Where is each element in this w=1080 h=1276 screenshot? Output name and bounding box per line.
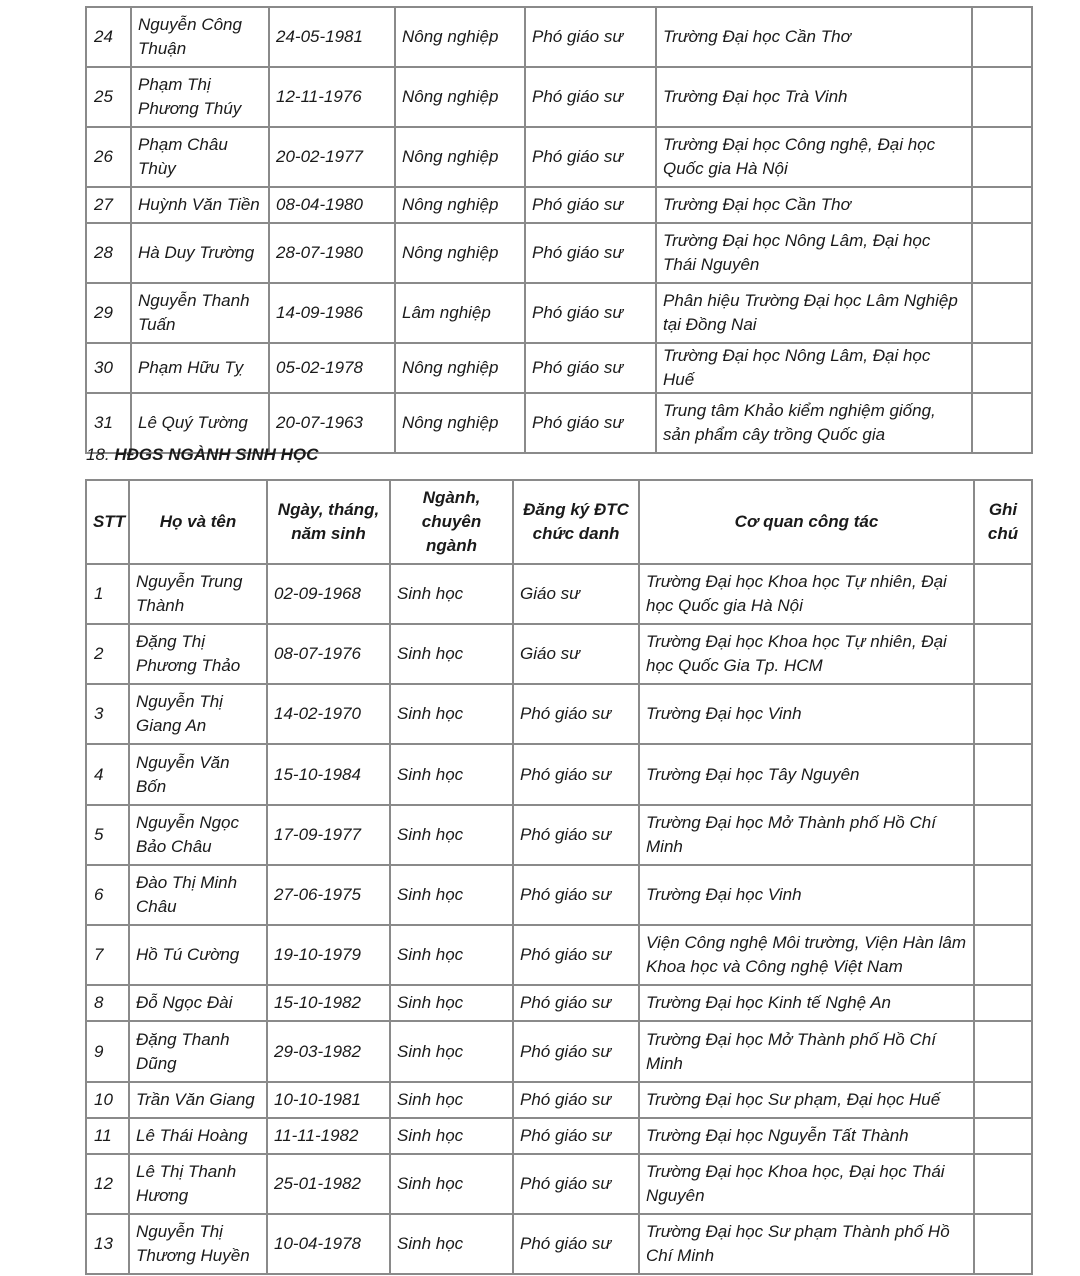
cell-field: Sinh học <box>390 985 513 1021</box>
cell-field: Nông nghiệp <box>395 187 525 223</box>
cell-field: Sinh học <box>390 1214 513 1274</box>
header-title: Đăng ký ĐTC chức danh <box>513 480 639 564</box>
cell-dob: 11-11-1982 <box>267 1118 390 1154</box>
cell-stt: 11 <box>86 1118 129 1154</box>
cell-name: Lê Thái Hoàng <box>129 1118 267 1154</box>
cell-dob: 20-07-1963 <box>269 393 395 453</box>
cell-note <box>972 393 1032 453</box>
cell-name: Phạm Hữu Tỵ <box>131 343 269 393</box>
cell-field: Nông nghiệp <box>395 223 525 283</box>
cell-note <box>972 127 1032 187</box>
cell-dob: 29-03-1982 <box>267 1021 390 1082</box>
cell-org: Trường Đại học Kinh tế Nghệ An <box>639 985 974 1021</box>
cell-field: Nông nghiệp <box>395 7 525 67</box>
cell-name: Nguyễn Thị Thương Huyền <box>129 1214 267 1274</box>
cell-stt: 3 <box>86 684 129 744</box>
cell-title: Phó giáo sư <box>525 223 656 283</box>
cell-field: Sinh học <box>390 925 513 985</box>
cell-stt: 28 <box>86 223 131 283</box>
cell-title: Phó giáo sư <box>525 187 656 223</box>
table-row <box>86 684 1032 744</box>
header-dob: Ngày, tháng, năm sinh <box>267 480 390 564</box>
cell-note <box>974 1021 1032 1082</box>
cell-stt: 30 <box>86 343 131 393</box>
cell-name: Đào Thị Minh Châu <box>129 865 267 925</box>
cell-note <box>974 684 1032 744</box>
cell-dob: 12-11-1976 <box>269 67 395 127</box>
cell-title: Phó giáo sư <box>525 7 656 67</box>
cell-title: Phó giáo sư <box>513 744 639 805</box>
cell-name: Nguyễn Văn Bốn <box>129 744 267 805</box>
table-row <box>86 865 1032 925</box>
cell-field: Sinh học <box>390 744 513 805</box>
cell-stt: 2 <box>86 624 129 684</box>
cell-note <box>974 1082 1032 1118</box>
cell-org: Trường Đại học Trà Vinh <box>656 67 972 127</box>
cell-org: Viện Công nghệ Môi trường, Viện Hàn lâm Khoa học và Công nghệ Việt Nam <box>639 925 974 985</box>
cell-note <box>974 624 1032 684</box>
cell-note <box>974 1214 1032 1274</box>
section-heading <box>86 443 318 467</box>
header-name: Họ và tên <box>129 480 267 564</box>
table-row <box>86 67 1032 127</box>
cell-dob: 24-05-1981 <box>269 7 395 67</box>
header-stt: STT <box>86 480 129 564</box>
cell-name: Nguyễn Thị Giang An <box>129 684 267 744</box>
table-row <box>86 805 1032 865</box>
table-row <box>86 1154 1032 1214</box>
cell-dob: 14-09-1986 <box>269 283 395 343</box>
cell-org: Trường Đại học Cần Thơ <box>656 187 972 223</box>
table-row <box>86 1082 1032 1118</box>
cell-name: Phạm Thị Phương Thúy <box>131 67 269 127</box>
cell-stt: 10 <box>86 1082 129 1118</box>
header-note: Ghi chú <box>974 480 1032 564</box>
cell-dob: 15-10-1982 <box>267 985 390 1021</box>
cell-stt: 7 <box>86 925 129 985</box>
cell-title: Phó giáo sư <box>513 1118 639 1154</box>
table2-body <box>86 564 1032 1274</box>
cell-dob: 15-10-1984 <box>267 744 390 805</box>
cell-title: Phó giáo sư <box>525 127 656 187</box>
cell-note <box>974 744 1032 805</box>
cell-org: Trường Đại học Mở Thành phố Hồ Chí Minh <box>639 1021 974 1082</box>
cell-dob: 08-04-1980 <box>269 187 395 223</box>
cell-stt: 24 <box>86 7 131 67</box>
cell-dob: 05-02-1978 <box>269 343 395 393</box>
cell-stt: 6 <box>86 865 129 925</box>
cell-name: Đỗ Ngọc Đài <box>129 985 267 1021</box>
cell-title: Phó giáo sư <box>525 67 656 127</box>
cell-title: Phó giáo sư <box>513 805 639 865</box>
cell-title: Giáo sư <box>513 624 639 684</box>
cell-field: Nông nghiệp <box>395 393 525 453</box>
cell-dob: 25-01-1982 <box>267 1154 390 1214</box>
cell-dob: 08-07-1976 <box>267 624 390 684</box>
cell-name: Hà Duy Trường <box>131 223 269 283</box>
cell-org: Trường Đại học Sư phạm Thành phố Hồ Chí Minh <box>639 1214 974 1274</box>
candidates-table-biology <box>85 479 1033 1275</box>
cell-stt: 26 <box>86 127 131 187</box>
cell-stt: 12 <box>86 1154 129 1214</box>
cell-title: Phó giáo sư <box>513 865 639 925</box>
cell-dob: 28-07-1980 <box>269 223 395 283</box>
cell-name: Huỳnh Văn Tiền <box>131 187 269 223</box>
candidates-table-continued <box>85 6 1033 454</box>
cell-org: Trường Đại học Khoa học, Đại học Thái Nguyên <box>639 1154 974 1214</box>
cell-field: Sinh học <box>390 684 513 744</box>
table-row <box>86 1118 1032 1154</box>
cell-stt: 25 <box>86 67 131 127</box>
table-row <box>86 624 1032 684</box>
cell-note <box>972 187 1032 223</box>
cell-name: Nguyễn Công Thuận <box>131 7 269 67</box>
cell-title: Phó giáo sư <box>513 1154 639 1214</box>
cell-org: Trung tâm Khảo kiểm nghiệm giống, sản phẩm cây trồng Quốc gia <box>656 393 972 453</box>
cell-note <box>974 805 1032 865</box>
cell-field: Sinh học <box>390 805 513 865</box>
cell-org: Phân hiệu Trường Đại học Lâm Nghiệp tại Đồng Nai <box>656 283 972 343</box>
cell-org: Trường Đại học Nguyễn Tất Thành <box>639 1118 974 1154</box>
table-row <box>86 744 1032 805</box>
cell-dob: 14-02-1970 <box>267 684 390 744</box>
cell-dob: 17-09-1977 <box>267 805 390 865</box>
table-row <box>86 985 1032 1021</box>
cell-note <box>974 925 1032 985</box>
table-row <box>86 223 1032 283</box>
cell-stt: 1 <box>86 564 129 624</box>
cell-dob: 10-04-1978 <box>267 1214 390 1274</box>
cell-field: Lâm nghiệp <box>395 283 525 343</box>
cell-name: Đặng Thị Phương Thảo <box>129 624 267 684</box>
cell-title: Phó giáo sư <box>525 283 656 343</box>
cell-name: Hồ Tú Cường <box>129 925 267 985</box>
cell-name: Phạm Châu Thùy <box>131 127 269 187</box>
table-row <box>86 7 1032 67</box>
cell-stt: 4 <box>86 744 129 805</box>
table2-header <box>86 480 1032 564</box>
cell-title: Giáo sư <box>513 564 639 624</box>
cell-org: Trường Đại học Tây Nguyên <box>639 744 974 805</box>
cell-field: Sinh học <box>390 624 513 684</box>
section-title: HĐGS NGÀNH SINH HỌC <box>114 445 319 464</box>
cell-name: Lê Quý Tường <box>131 393 269 453</box>
cell-dob: 19-10-1979 <box>267 925 390 985</box>
cell-org: Trường Đại học Nông Lâm, Đại học Huế <box>656 343 972 393</box>
cell-stt: 8 <box>86 985 129 1021</box>
cell-title: Phó giáo sư <box>513 985 639 1021</box>
cell-stt: 13 <box>86 1214 129 1274</box>
cell-name: Nguyễn Trung Thành <box>129 564 267 624</box>
cell-org: Trường Đại học Mở Thành phố Hồ Chí Minh <box>639 805 974 865</box>
cell-org: Trường Đại học Vinh <box>639 865 974 925</box>
header-field: Ngành, chuyên ngành <box>390 480 513 564</box>
cell-field: Sinh học <box>390 1082 513 1118</box>
cell-field: Sinh học <box>390 1118 513 1154</box>
cell-org: Trường Đại học Khoa học Tự nhiên, Đại học Quốc gia Hà Nội <box>639 564 974 624</box>
cell-dob: 20-02-1977 <box>269 127 395 187</box>
cell-field: Nông nghiệp <box>395 343 525 393</box>
cell-note <box>974 1154 1032 1214</box>
cell-note <box>972 7 1032 67</box>
cell-name: Lê Thị Thanh Hương <box>129 1154 267 1214</box>
table-row <box>86 343 1032 393</box>
header-org: Cơ quan công tác <box>639 480 974 564</box>
table-row <box>86 127 1032 187</box>
cell-name: Nguyễn Ngọc Bảo Châu <box>129 805 267 865</box>
cell-note <box>972 67 1032 127</box>
table-row <box>86 187 1032 223</box>
cell-org: Trường Đại học Sư phạm, Đại học Huế <box>639 1082 974 1118</box>
cell-name: Trần Văn Giang <box>129 1082 267 1118</box>
cell-note <box>974 865 1032 925</box>
cell-title: Phó giáo sư <box>513 1214 639 1274</box>
cell-org: Trường Đại học Nông Lâm, Đại học Thái Nguyên <box>656 223 972 283</box>
cell-name: Nguyễn Thanh Tuấn <box>131 283 269 343</box>
cell-org: Trường Đại học Khoa học Tự nhiên, Đại học Quốc Gia Tp. HCM <box>639 624 974 684</box>
cell-note <box>974 1118 1032 1154</box>
cell-stt: 29 <box>86 283 131 343</box>
cell-title: Phó giáo sư <box>525 343 656 393</box>
cell-note <box>972 283 1032 343</box>
table-row <box>86 283 1032 343</box>
cell-dob: 10-10-1981 <box>267 1082 390 1118</box>
table-row <box>86 1214 1032 1274</box>
table1-body <box>86 7 1032 453</box>
cell-field: Sinh học <box>390 1021 513 1082</box>
cell-dob: 02-09-1968 <box>267 564 390 624</box>
cell-stt: 27 <box>86 187 131 223</box>
cell-title: Phó giáo sư <box>513 1021 639 1082</box>
cell-note <box>972 223 1032 283</box>
cell-dob: 27-06-1975 <box>267 865 390 925</box>
cell-org: Trường Đại học Công nghệ, Đại học Quốc gia Hà Nội <box>656 127 972 187</box>
cell-field: Nông nghiệp <box>395 67 525 127</box>
cell-title: Phó giáo sư <box>525 393 656 453</box>
table-row <box>86 925 1032 985</box>
header-row <box>86 480 1032 564</box>
cell-note <box>974 985 1032 1021</box>
cell-org: Trường Đại học Cần Thơ <box>656 7 972 67</box>
cell-field: Sinh học <box>390 564 513 624</box>
table-row <box>86 1021 1032 1082</box>
cell-field: Sinh học <box>390 865 513 925</box>
cell-note <box>972 343 1032 393</box>
cell-org: Trường Đại học Vinh <box>639 684 974 744</box>
cell-note <box>974 564 1032 624</box>
cell-field: Sinh học <box>390 1154 513 1214</box>
cell-stt: 5 <box>86 805 129 865</box>
cell-field: Nông nghiệp <box>395 127 525 187</box>
cell-title: Phó giáo sư <box>513 925 639 985</box>
cell-stt: 9 <box>86 1021 129 1082</box>
cell-stt: 31 <box>86 393 131 453</box>
cell-title: Phó giáo sư <box>513 684 639 744</box>
section-number: 18. <box>86 445 110 464</box>
cell-title: Phó giáo sư <box>513 1082 639 1118</box>
cell-name: Đặng Thanh Dũng <box>129 1021 267 1082</box>
table-row <box>86 564 1032 624</box>
